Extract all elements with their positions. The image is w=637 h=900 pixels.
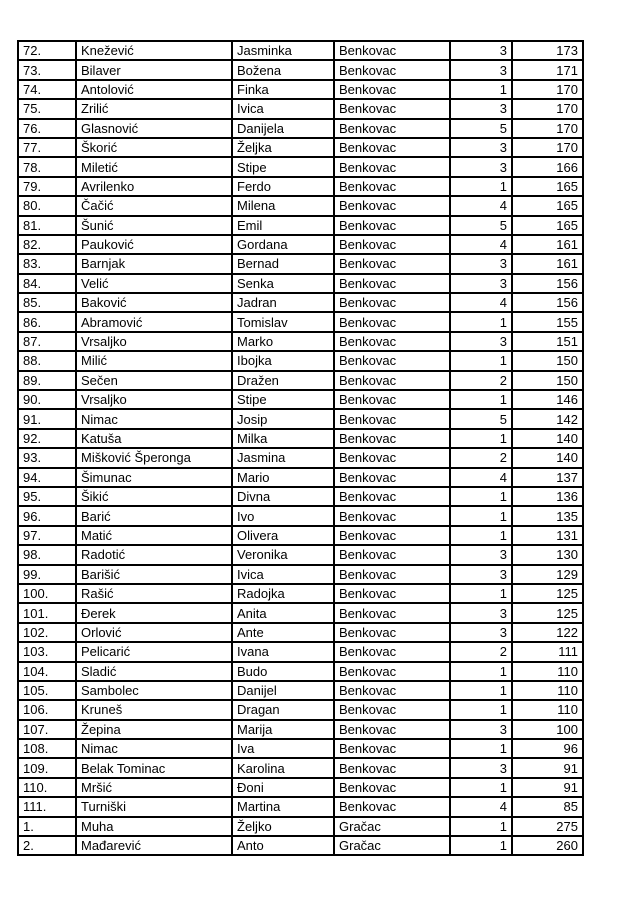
cell-votes: 140 bbox=[512, 429, 583, 448]
cell-count: 1 bbox=[450, 662, 512, 681]
cell-count: 4 bbox=[450, 196, 512, 215]
cell-first-name: Tomislav bbox=[232, 312, 334, 331]
cell-surname: Knežević bbox=[76, 41, 232, 60]
cell-votes: 111 bbox=[512, 642, 583, 661]
cell-city: Benkovac bbox=[334, 739, 450, 758]
cell-count: 3 bbox=[450, 565, 512, 584]
cell-row-number: 91. bbox=[18, 409, 76, 428]
cell-first-name: Anto bbox=[232, 836, 334, 855]
cell-surname: Sladić bbox=[76, 662, 232, 681]
cell-votes: 130 bbox=[512, 545, 583, 564]
cell-votes: 170 bbox=[512, 138, 583, 157]
cell-first-name: Radojka bbox=[232, 584, 334, 603]
cell-row-number: 102. bbox=[18, 623, 76, 642]
cell-surname: Šunić bbox=[76, 216, 232, 235]
cell-votes: 125 bbox=[512, 603, 583, 622]
cell-votes: 275 bbox=[512, 817, 583, 836]
cell-first-name: Mario bbox=[232, 468, 334, 487]
cell-votes: 156 bbox=[512, 293, 583, 312]
cell-votes: 171 bbox=[512, 60, 583, 79]
table-row bbox=[18, 623, 583, 642]
cell-surname: Šikić bbox=[76, 487, 232, 506]
cell-city: Benkovac bbox=[334, 662, 450, 681]
cell-votes: 137 bbox=[512, 468, 583, 487]
cell-row-number: 89. bbox=[18, 371, 76, 390]
cell-surname: Katuša bbox=[76, 429, 232, 448]
cell-city: Benkovac bbox=[334, 545, 450, 564]
cell-row-number: 82. bbox=[18, 235, 76, 254]
cell-row-number: 93. bbox=[18, 448, 76, 467]
cell-city: Benkovac bbox=[334, 603, 450, 622]
table-row bbox=[18, 603, 583, 622]
cell-row-number: 88. bbox=[18, 351, 76, 370]
cell-first-name: Željka bbox=[232, 138, 334, 157]
cell-votes: 91 bbox=[512, 758, 583, 777]
cell-city: Benkovac bbox=[334, 177, 450, 196]
cell-first-name: Anita bbox=[232, 603, 334, 622]
cell-votes: 173 bbox=[512, 41, 583, 60]
cell-surname: Barišić bbox=[76, 565, 232, 584]
cell-city: Benkovac bbox=[334, 196, 450, 215]
cell-votes: 131 bbox=[512, 526, 583, 545]
cell-row-number: 107. bbox=[18, 720, 76, 739]
table-row bbox=[18, 584, 583, 603]
cell-first-name: Dragan bbox=[232, 700, 334, 719]
cell-surname: Šimunac bbox=[76, 468, 232, 487]
cell-city: Benkovac bbox=[334, 60, 450, 79]
cell-first-name: Ivica bbox=[232, 565, 334, 584]
table-row bbox=[18, 662, 583, 681]
cell-surname: Turniški bbox=[76, 797, 232, 816]
cell-row-number: 105. bbox=[18, 681, 76, 700]
cell-surname: Barnjak bbox=[76, 254, 232, 273]
cell-first-name: Milka bbox=[232, 429, 334, 448]
cell-first-name: Gordana bbox=[232, 235, 334, 254]
cell-city: Benkovac bbox=[334, 312, 450, 331]
cell-first-name: Ivana bbox=[232, 642, 334, 661]
cell-votes: 110 bbox=[512, 700, 583, 719]
cell-city: Benkovac bbox=[334, 274, 450, 293]
cell-surname: Mišković Šperonga bbox=[76, 448, 232, 467]
cell-surname: Mađarević bbox=[76, 836, 232, 855]
cell-count: 1 bbox=[450, 177, 512, 196]
table-row bbox=[18, 409, 583, 428]
cell-row-number: 98. bbox=[18, 545, 76, 564]
cell-count: 3 bbox=[450, 545, 512, 564]
cell-surname: Barić bbox=[76, 506, 232, 525]
cell-city: Benkovac bbox=[334, 487, 450, 506]
cell-city: Benkovac bbox=[334, 293, 450, 312]
cell-row-number: 94. bbox=[18, 468, 76, 487]
cell-count: 2 bbox=[450, 448, 512, 467]
cell-city: Benkovac bbox=[334, 157, 450, 176]
table-row bbox=[18, 778, 583, 797]
cell-surname: Žepina bbox=[76, 720, 232, 739]
cell-first-name: Jadran bbox=[232, 293, 334, 312]
cell-row-number: 95. bbox=[18, 487, 76, 506]
cell-count: 3 bbox=[450, 138, 512, 157]
cell-votes: 125 bbox=[512, 584, 583, 603]
cell-city: Benkovac bbox=[334, 506, 450, 525]
cell-votes: 122 bbox=[512, 623, 583, 642]
cell-row-number: 100. bbox=[18, 584, 76, 603]
cell-city: Benkovac bbox=[334, 332, 450, 351]
table-row bbox=[18, 312, 583, 331]
cell-city: Benkovac bbox=[334, 448, 450, 467]
cell-first-name: Dražen bbox=[232, 371, 334, 390]
cell-row-number: 72. bbox=[18, 41, 76, 60]
cell-count: 1 bbox=[450, 487, 512, 506]
cell-votes: 136 bbox=[512, 487, 583, 506]
cell-first-name: Milena bbox=[232, 196, 334, 215]
cell-city: Benkovac bbox=[334, 778, 450, 797]
cell-count: 3 bbox=[450, 758, 512, 777]
cell-first-name: Danijel bbox=[232, 681, 334, 700]
cell-count: 4 bbox=[450, 468, 512, 487]
cell-votes: 150 bbox=[512, 351, 583, 370]
cell-surname: Čačić bbox=[76, 196, 232, 215]
cell-surname: Pauković bbox=[76, 235, 232, 254]
cell-city: Benkovac bbox=[334, 429, 450, 448]
cell-first-name: Božena bbox=[232, 60, 334, 79]
cell-first-name: Jasminka bbox=[232, 41, 334, 60]
cell-row-number: 104. bbox=[18, 662, 76, 681]
cell-row-number: 85. bbox=[18, 293, 76, 312]
table-row bbox=[18, 390, 583, 409]
cell-count: 1 bbox=[450, 526, 512, 545]
cell-surname: Abramović bbox=[76, 312, 232, 331]
cell-city: Benkovac bbox=[334, 720, 450, 739]
table-row bbox=[18, 293, 583, 312]
cell-first-name: Ivica bbox=[232, 99, 334, 118]
cell-count: 3 bbox=[450, 60, 512, 79]
cell-votes: 161 bbox=[512, 254, 583, 273]
cell-count: 1 bbox=[450, 80, 512, 99]
results-table bbox=[17, 40, 584, 856]
cell-city: Benkovac bbox=[334, 254, 450, 273]
cell-city: Benkovac bbox=[334, 758, 450, 777]
table-row bbox=[18, 817, 583, 836]
cell-count: 1 bbox=[450, 429, 512, 448]
table-row bbox=[18, 642, 583, 661]
table-row bbox=[18, 700, 583, 719]
cell-city: Benkovac bbox=[334, 41, 450, 60]
cell-count: 3 bbox=[450, 332, 512, 351]
cell-count: 4 bbox=[450, 235, 512, 254]
cell-votes: 151 bbox=[512, 332, 583, 351]
cell-votes: 166 bbox=[512, 157, 583, 176]
cell-votes: 165 bbox=[512, 196, 583, 215]
cell-count: 3 bbox=[450, 720, 512, 739]
cell-votes: 100 bbox=[512, 720, 583, 739]
cell-row-number: 111. bbox=[18, 797, 76, 816]
cell-first-name: Finka bbox=[232, 80, 334, 99]
cell-first-name: Ivo bbox=[232, 506, 334, 525]
cell-row-number: 73. bbox=[18, 60, 76, 79]
cell-votes: 170 bbox=[512, 119, 583, 138]
cell-first-name: Jasmina bbox=[232, 448, 334, 467]
cell-city: Benkovac bbox=[334, 409, 450, 428]
cell-surname: Vrsaljko bbox=[76, 390, 232, 409]
table-row bbox=[18, 119, 583, 138]
cell-surname: Mršić bbox=[76, 778, 232, 797]
table-row bbox=[18, 739, 583, 758]
cell-count: 1 bbox=[450, 390, 512, 409]
cell-votes: 170 bbox=[512, 99, 583, 118]
table-row bbox=[18, 157, 583, 176]
cell-count: 4 bbox=[450, 797, 512, 816]
cell-city: Benkovac bbox=[334, 623, 450, 642]
cell-count: 1 bbox=[450, 700, 512, 719]
cell-surname: Rašić bbox=[76, 584, 232, 603]
cell-count: 1 bbox=[450, 817, 512, 836]
cell-count: 3 bbox=[450, 603, 512, 622]
cell-surname: Milić bbox=[76, 351, 232, 370]
cell-city: Benkovac bbox=[334, 80, 450, 99]
cell-count: 1 bbox=[450, 681, 512, 700]
table-row bbox=[18, 332, 583, 351]
cell-first-name: Marko bbox=[232, 332, 334, 351]
cell-surname: Bilaver bbox=[76, 60, 232, 79]
cell-row-number: 90. bbox=[18, 390, 76, 409]
cell-surname: Nimac bbox=[76, 739, 232, 758]
cell-surname: Zrilić bbox=[76, 99, 232, 118]
cell-count: 5 bbox=[450, 119, 512, 138]
cell-surname: Baković bbox=[76, 293, 232, 312]
table-row bbox=[18, 254, 583, 273]
cell-surname: Miletić bbox=[76, 157, 232, 176]
cell-first-name: Martina bbox=[232, 797, 334, 816]
cell-city: Benkovac bbox=[334, 390, 450, 409]
table-row bbox=[18, 351, 583, 370]
cell-row-number: 84. bbox=[18, 274, 76, 293]
cell-first-name: Senka bbox=[232, 274, 334, 293]
cell-row-number: 97. bbox=[18, 526, 76, 545]
cell-row-number: 75. bbox=[18, 99, 76, 118]
cell-votes: 129 bbox=[512, 565, 583, 584]
cell-votes: 165 bbox=[512, 216, 583, 235]
cell-count: 1 bbox=[450, 778, 512, 797]
cell-city: Benkovac bbox=[334, 526, 450, 545]
cell-count: 3 bbox=[450, 41, 512, 60]
cell-votes: 156 bbox=[512, 274, 583, 293]
cell-city: Benkovac bbox=[334, 584, 450, 603]
cell-row-number: 96. bbox=[18, 506, 76, 525]
cell-count: 3 bbox=[450, 99, 512, 118]
cell-row-number: 103. bbox=[18, 642, 76, 661]
table-row bbox=[18, 758, 583, 777]
cell-row-number: 101. bbox=[18, 603, 76, 622]
cell-city: Benkovac bbox=[334, 700, 450, 719]
table-row bbox=[18, 196, 583, 215]
cell-votes: 110 bbox=[512, 662, 583, 681]
cell-city: Benkovac bbox=[334, 468, 450, 487]
cell-votes: 170 bbox=[512, 80, 583, 99]
cell-first-name: Olivera bbox=[232, 526, 334, 545]
cell-surname: Nimac bbox=[76, 409, 232, 428]
cell-row-number: 80. bbox=[18, 196, 76, 215]
cell-votes: 135 bbox=[512, 506, 583, 525]
cell-city: Benkovac bbox=[334, 119, 450, 138]
table-row bbox=[18, 274, 583, 293]
cell-city: Benkovac bbox=[334, 681, 450, 700]
cell-surname: Sambolec bbox=[76, 681, 232, 700]
cell-count: 4 bbox=[450, 293, 512, 312]
cell-row-number: 86. bbox=[18, 312, 76, 331]
table-row bbox=[18, 138, 583, 157]
cell-votes: 155 bbox=[512, 312, 583, 331]
results-table-body bbox=[18, 41, 583, 855]
cell-row-number: 110. bbox=[18, 778, 76, 797]
table-row bbox=[18, 720, 583, 739]
cell-row-number: 87. bbox=[18, 332, 76, 351]
cell-votes: 85 bbox=[512, 797, 583, 816]
cell-surname: Škorić bbox=[76, 138, 232, 157]
cell-surname: Antolović bbox=[76, 80, 232, 99]
cell-surname: Kruneš bbox=[76, 700, 232, 719]
cell-surname: Belak Tominac bbox=[76, 758, 232, 777]
table-row bbox=[18, 797, 583, 816]
cell-first-name: Ibojka bbox=[232, 351, 334, 370]
cell-surname: Radotić bbox=[76, 545, 232, 564]
cell-votes: 146 bbox=[512, 390, 583, 409]
table-row bbox=[18, 468, 583, 487]
cell-first-name: Đoni bbox=[232, 778, 334, 797]
cell-city: Benkovac bbox=[334, 642, 450, 661]
cell-row-number: 2. bbox=[18, 836, 76, 855]
table-row bbox=[18, 99, 583, 118]
cell-row-number: 76. bbox=[18, 119, 76, 138]
cell-first-name: Stipe bbox=[232, 157, 334, 176]
cell-votes: 142 bbox=[512, 409, 583, 428]
table-row bbox=[18, 429, 583, 448]
cell-row-number: 78. bbox=[18, 157, 76, 176]
table-row bbox=[18, 216, 583, 235]
cell-row-number: 92. bbox=[18, 429, 76, 448]
table-row bbox=[18, 565, 583, 584]
cell-surname: Velić bbox=[76, 274, 232, 293]
cell-surname: Matić bbox=[76, 526, 232, 545]
cell-count: 1 bbox=[450, 312, 512, 331]
cell-city: Benkovac bbox=[334, 565, 450, 584]
cell-first-name: Divna bbox=[232, 487, 334, 506]
cell-votes: 150 bbox=[512, 371, 583, 390]
cell-first-name: Karolina bbox=[232, 758, 334, 777]
cell-surname: Orlović bbox=[76, 623, 232, 642]
cell-count: 1 bbox=[450, 836, 512, 855]
cell-row-number: 77. bbox=[18, 138, 76, 157]
table-row bbox=[18, 448, 583, 467]
cell-count: 1 bbox=[450, 584, 512, 603]
cell-first-name: Veronika bbox=[232, 545, 334, 564]
cell-first-name: Iva bbox=[232, 739, 334, 758]
table-row bbox=[18, 526, 583, 545]
table-row bbox=[18, 487, 583, 506]
cell-first-name: Emil bbox=[232, 216, 334, 235]
cell-count: 5 bbox=[450, 409, 512, 428]
table-row bbox=[18, 60, 583, 79]
cell-city: Benkovac bbox=[334, 351, 450, 370]
cell-surname: Avrilenko bbox=[76, 177, 232, 196]
cell-row-number: 1. bbox=[18, 817, 76, 836]
cell-first-name: Ferdo bbox=[232, 177, 334, 196]
cell-count: 2 bbox=[450, 642, 512, 661]
cell-count: 3 bbox=[450, 274, 512, 293]
table-row bbox=[18, 80, 583, 99]
cell-votes: 161 bbox=[512, 235, 583, 254]
cell-first-name: Željko bbox=[232, 817, 334, 836]
table-row bbox=[18, 235, 583, 254]
table-row bbox=[18, 836, 583, 855]
table-row bbox=[18, 506, 583, 525]
cell-row-number: 109. bbox=[18, 758, 76, 777]
cell-row-number: 79. bbox=[18, 177, 76, 196]
cell-row-number: 106. bbox=[18, 700, 76, 719]
cell-city: Benkovac bbox=[334, 235, 450, 254]
cell-surname: Pelicarić bbox=[76, 642, 232, 661]
cell-row-number: 108. bbox=[18, 739, 76, 758]
cell-votes: 260 bbox=[512, 836, 583, 855]
table-row bbox=[18, 371, 583, 390]
cell-city: Benkovac bbox=[334, 216, 450, 235]
cell-row-number: 74. bbox=[18, 80, 76, 99]
cell-row-number: 83. bbox=[18, 254, 76, 273]
cell-city: Benkovac bbox=[334, 138, 450, 157]
cell-city: Gračac bbox=[334, 817, 450, 836]
cell-surname: Vrsaljko bbox=[76, 332, 232, 351]
cell-count: 5 bbox=[450, 216, 512, 235]
cell-city: Benkovac bbox=[334, 371, 450, 390]
cell-votes: 91 bbox=[512, 778, 583, 797]
cell-first-name: Danijela bbox=[232, 119, 334, 138]
cell-count: 1 bbox=[450, 506, 512, 525]
cell-surname: Muha bbox=[76, 817, 232, 836]
cell-surname: Sečen bbox=[76, 371, 232, 390]
cell-count: 3 bbox=[450, 254, 512, 273]
table-row bbox=[18, 681, 583, 700]
cell-city: Benkovac bbox=[334, 99, 450, 118]
cell-row-number: 81. bbox=[18, 216, 76, 235]
cell-votes: 110 bbox=[512, 681, 583, 700]
cell-votes: 96 bbox=[512, 739, 583, 758]
table-row bbox=[18, 545, 583, 564]
cell-row-number: 99. bbox=[18, 565, 76, 584]
table-row bbox=[18, 41, 583, 60]
cell-first-name: Bernad bbox=[232, 254, 334, 273]
cell-first-name: Stipe bbox=[232, 390, 334, 409]
cell-city: Gračac bbox=[334, 836, 450, 855]
cell-first-name: Budo bbox=[232, 662, 334, 681]
cell-count: 1 bbox=[450, 351, 512, 370]
cell-first-name: Josip bbox=[232, 409, 334, 428]
table-row bbox=[18, 177, 583, 196]
cell-count: 3 bbox=[450, 157, 512, 176]
cell-city: Benkovac bbox=[334, 797, 450, 816]
cell-first-name: Marija bbox=[232, 720, 334, 739]
cell-votes: 165 bbox=[512, 177, 583, 196]
cell-count: 2 bbox=[450, 371, 512, 390]
cell-votes: 140 bbox=[512, 448, 583, 467]
cell-count: 1 bbox=[450, 739, 512, 758]
cell-surname: Đerek bbox=[76, 603, 232, 622]
cell-surname: Glasnović bbox=[76, 119, 232, 138]
cell-first-name: Ante bbox=[232, 623, 334, 642]
cell-count: 3 bbox=[450, 623, 512, 642]
